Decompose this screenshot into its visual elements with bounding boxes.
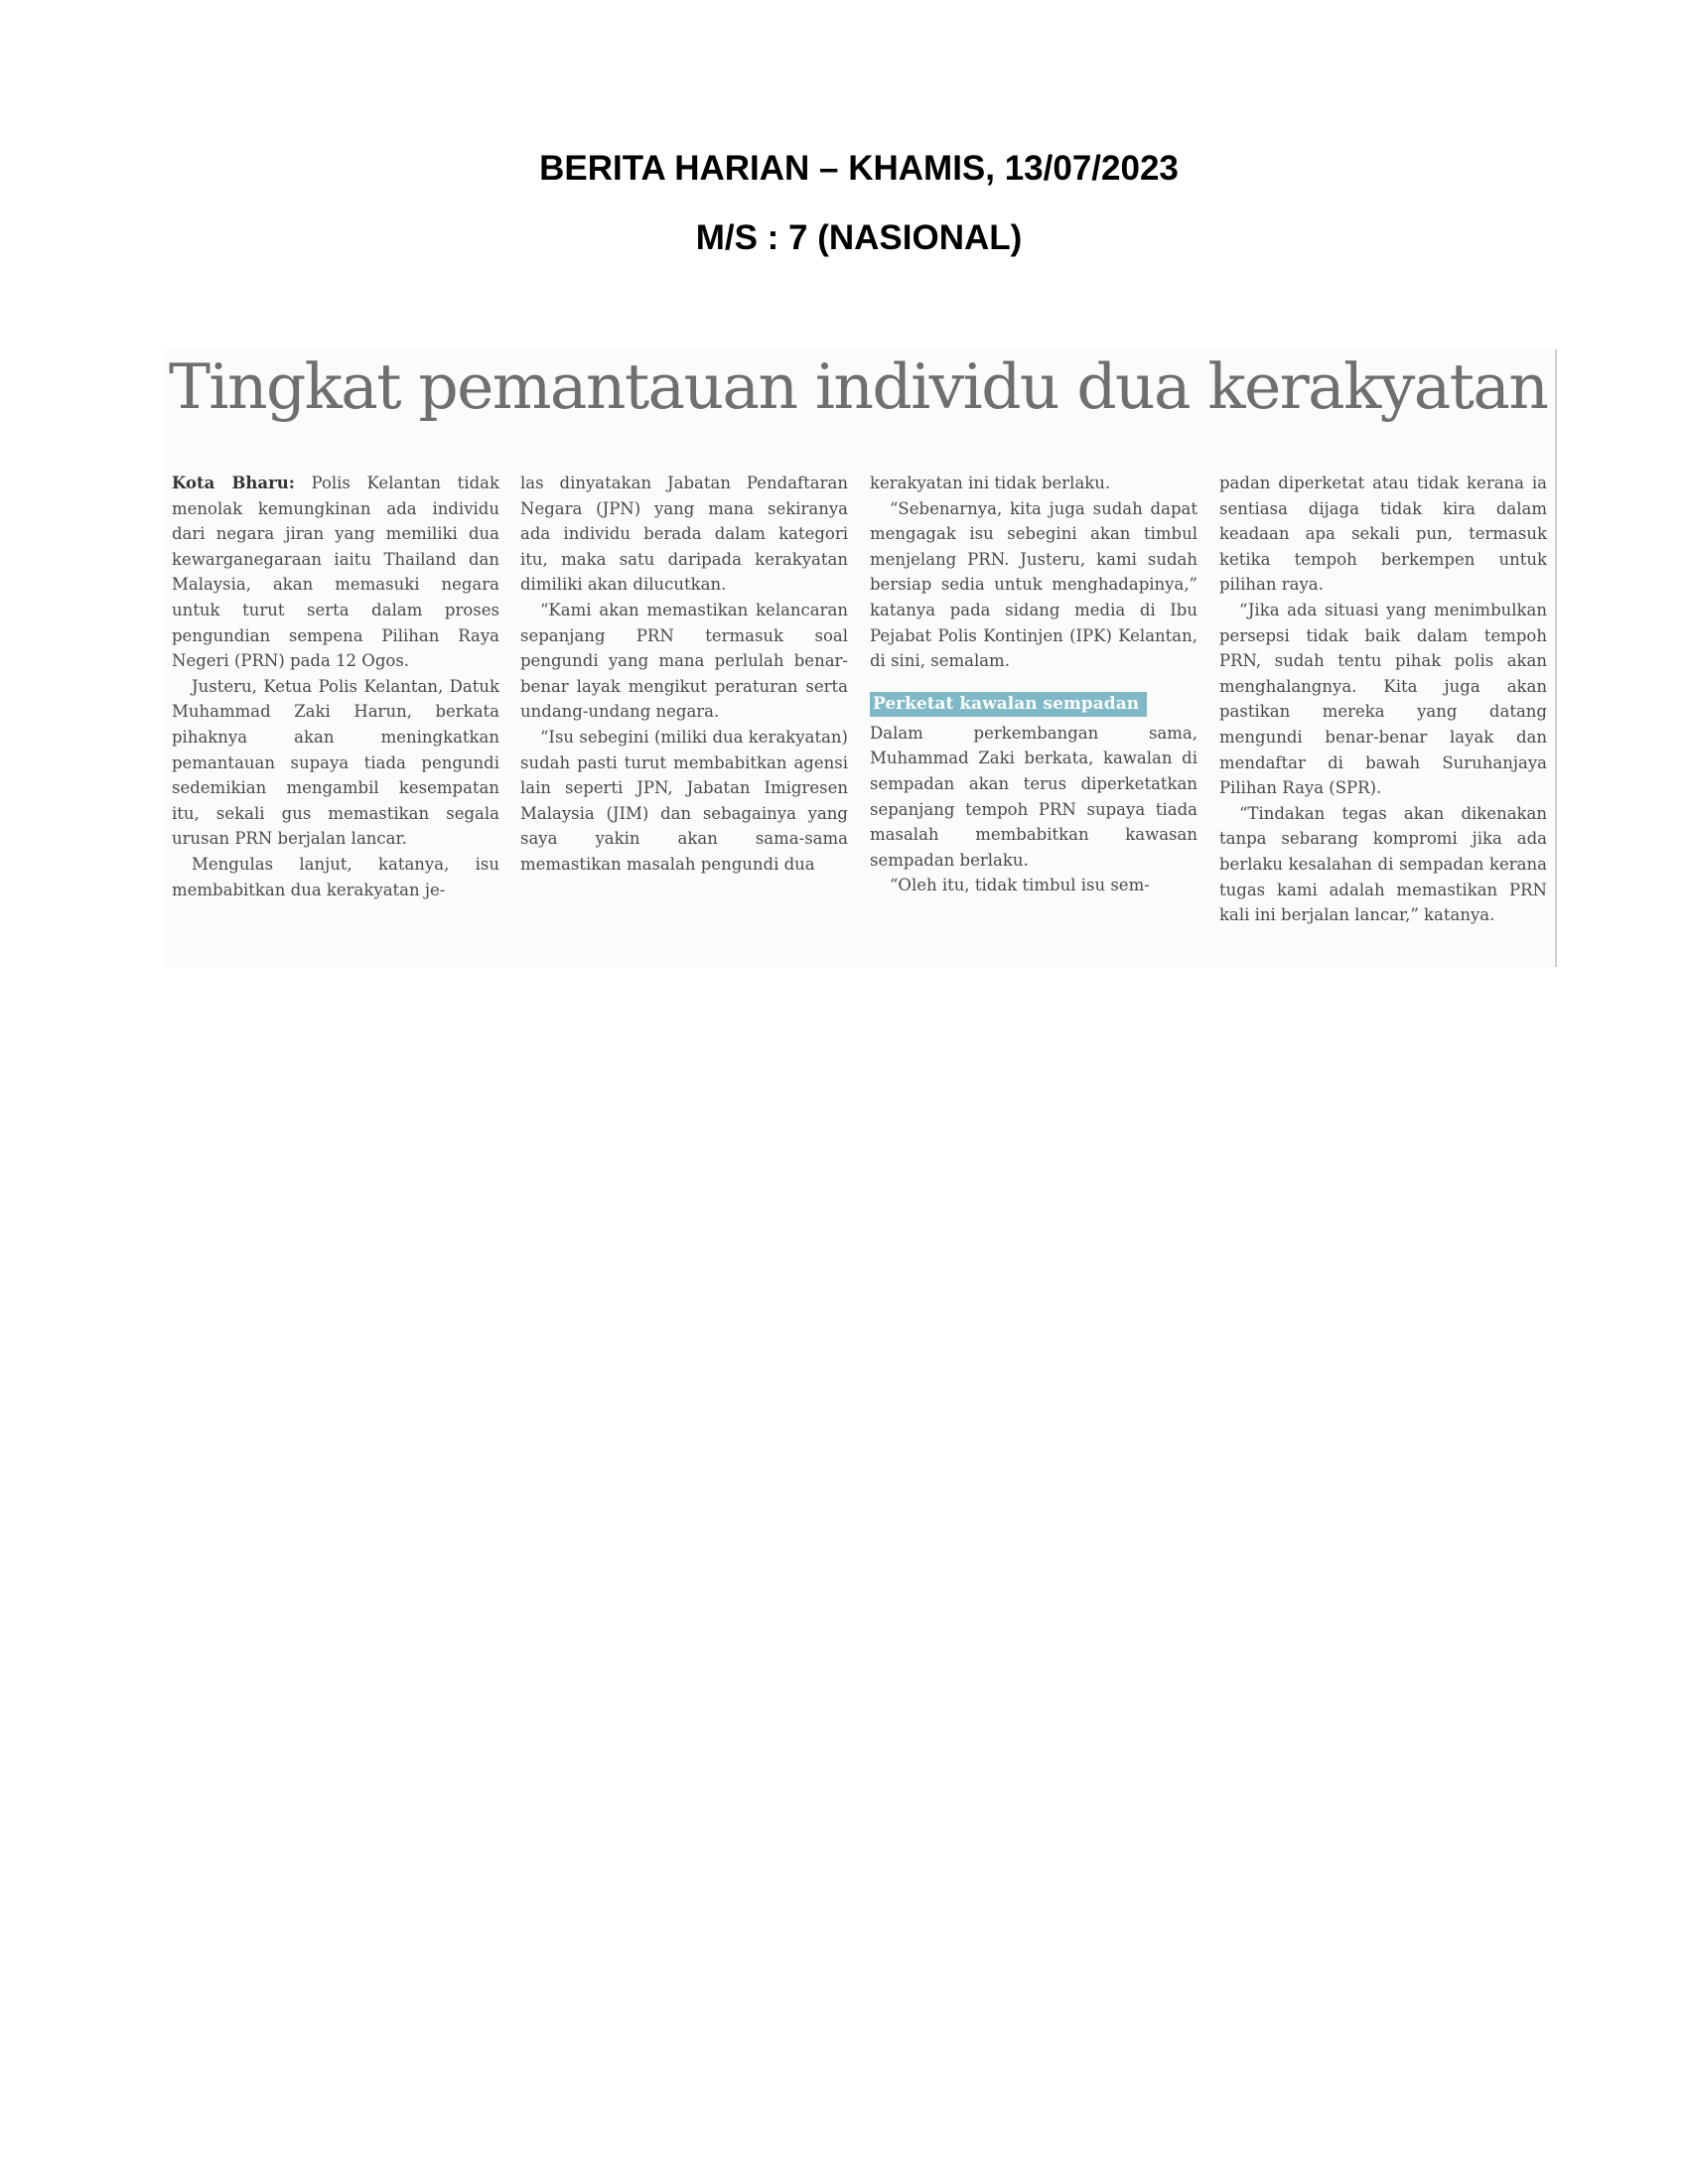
article-paragraph: las dinyatakan Jabatan Pendaftaran Negara (JPN) yang mana sekiranya ada individu berada dalam kategori itu, maka satu daripada kerakyatan dimiliki akan dilucutkan. <box>520 474 848 595</box>
article-column-1 <box>172 471 499 902</box>
article-paragraph: “Jika ada situasi yang menimbulkan persepsi tidak baik dalam tempoh PRN, sudah tentu pihak polis akan menghalangnya. Kita juga akan pastikan mereka yang datang mengundi benar-benar layak dan mendaftar di bawah Suruhanjaya Pilihan Raya (SPR). <box>1219 600 1547 798</box>
publication-date-line: BERITA HARIAN – KHAMIS, 13/07/2023 <box>539 149 1179 188</box>
article-headline: Tingkat pemantauan individu dua kerakyatan <box>169 350 1548 423</box>
article-paragraph: “Oleh itu, tidak timbul isu sem- <box>890 876 1150 895</box>
article-paragraph: “Kami akan memastikan kelancaran sepanjang PRN termasuk soal pengundi yang mana perlulah benar-benar layak mengikut peraturan serta undang-undang negara. <box>520 600 848 722</box>
article-paragraph: “Isu sebegini (miliki dua kerakyatan) sudah pasti turut membabitkan agensi lain seperti JPN, Jabatan Imigresen Malaysia (JIM) dan sebagainya yang saya yakin akan sama-sama memastikan masalah pengundi dua <box>520 727 848 874</box>
dateline: Kota Bharu: <box>172 474 295 492</box>
newspaper-clipping <box>165 349 1557 967</box>
article-paragraph: “Tindakan tegas akan dikenakan tanpa sebarang kompromi jika ada berlaku kesalahan di sempadan kerana tugas kami adalah memastikan PRN kali ini berjalan lancar,” katanya. <box>1219 803 1547 925</box>
article-subheading: Perketat kawalan sempadan <box>870 692 1147 717</box>
article-column-4 <box>1219 471 1547 928</box>
article-column-2 <box>520 471 848 878</box>
paragraph-text: Polis Kelantan tidak menolak kemungkinan ada individu dari negara jiran yang memiliki dua kewarganegaraan iaitu Thailand dan Malaysia, akan memasuki negara untuk turut serta dalam proses pengundian sempena Pilihan Raya Negeri (PRN) pada 12 Ogos. <box>172 474 499 671</box>
article-paragraph: padan diperketat atau tidak kerana ia sentiasa dijaga tidak kira dalam keadaan apa sekali pun, termasuk ketika tempoh berkempen untuk pilihan raya. <box>1219 474 1547 595</box>
article-paragraph: “Sebenarnya, kita juga sudah dapat mengagak isu sebegini akan timbul menjelang PRN. Justeru, kami sudah bersiap sedia untuk menghadapinya,” katanya pada sidang media di Ibu Pejabat Polis Kontinjen (IPK) Kelantan, di sini, semalam. <box>870 498 1197 671</box>
article-paragraph: Dalam perkembangan sama, Muhammad Zaki berkata, kawalan di sempadan akan terus diperketatkan sepanjang tempoh PRN supaya tiada masalah membabitkan kawasan sempadan berlaku. <box>870 723 1197 870</box>
article-paragraph: Mengulas lanjut, katanya, isu membabitkan dua kerakyatan je- <box>172 854 499 899</box>
article-paragraph <box>172 471 499 674</box>
article-paragraph: Justeru, Ketua Polis Kelantan, Datuk Muhammad Zaki Harun, berkata pihaknya akan meningkatkan pemantauan supaya tiada pengundi sedemikian mengambil kesempatan itu, sekali gus memastikan segala urusan PRN berjalan lancar. <box>172 676 499 849</box>
article-column-3 <box>870 471 1197 898</box>
article-paragraph: kerakyatan ini tidak berlaku. <box>870 474 1111 492</box>
page-section-line: M/S : 7 (NASIONAL) <box>695 218 1023 257</box>
